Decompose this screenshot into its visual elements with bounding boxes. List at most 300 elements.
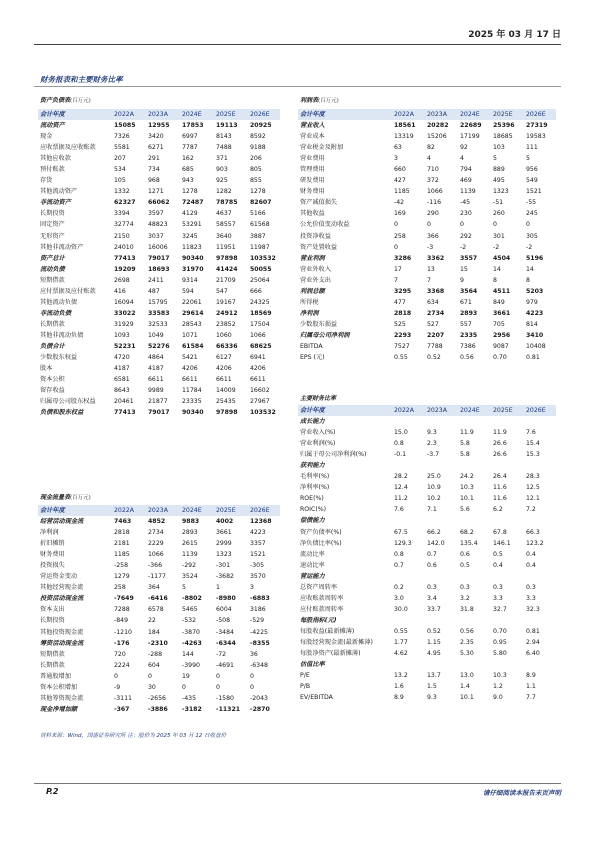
value-cell: 3 <box>250 584 254 592</box>
balance_sheet-row <box>38 264 280 275</box>
value-cell: 11987 <box>250 243 270 251</box>
value-cell: 3564 <box>460 287 478 295</box>
income-statement-unit: (百万元) <box>318 98 339 104</box>
value-cell: 2025E <box>491 405 524 416</box>
ratios-title: 主要财务比率 <box>300 395 337 402</box>
value-cell: 0 <box>148 672 152 680</box>
value-cell: 4223 <box>250 529 266 537</box>
value-cell: 3570 <box>250 573 266 581</box>
value-cell: 260 <box>493 210 505 218</box>
balance_sheet-row <box>38 175 280 186</box>
value-cell: 15206 <box>427 133 447 141</box>
value-cell <box>491 571 524 582</box>
value-cell: 19583 <box>526 133 546 141</box>
value-cell: 6611 <box>182 376 198 384</box>
value-cell: 1.2 <box>493 683 503 691</box>
income_statement-row <box>298 197 556 208</box>
value-cell: 105 <box>114 177 126 185</box>
value-cell: 2698 <box>114 276 130 284</box>
value-cell: 1066 <box>250 331 266 339</box>
value-cell: 3420 <box>148 133 164 141</box>
value-cell: 6578 <box>148 606 164 614</box>
value-cell: -51 <box>493 199 504 207</box>
value-cell: 671 <box>460 298 472 306</box>
row-label-cell: 其他应收款 <box>40 155 71 163</box>
value-cell: 2224 <box>114 661 130 669</box>
balance_sheet-row <box>38 286 280 297</box>
value-cell: 2893 <box>460 309 478 317</box>
value-cell <box>392 416 425 427</box>
value-cell: 1185 <box>114 551 130 559</box>
value-cell: 1185 <box>394 188 410 196</box>
row-label-cell: 负债合计 <box>40 343 65 350</box>
income_statement-row <box>298 208 556 219</box>
value-cell: 1.5 <box>427 683 437 691</box>
value-cell: 66.3 <box>526 528 540 536</box>
value-cell: 7527 <box>394 343 410 350</box>
row-label-cell: 营业税金及附加 <box>300 144 344 152</box>
value-cell: 63 <box>394 144 402 152</box>
value-cell: -292 <box>182 562 197 570</box>
value-cell: 0 <box>526 221 530 229</box>
value-cell: -8802 <box>182 595 202 603</box>
value-cell: -6416 <box>148 595 168 603</box>
row-label-cell: 折旧摊销 <box>40 540 65 548</box>
row-label-cell: 资产负债率(%) <box>300 528 342 536</box>
value-cell: 13.0 <box>460 672 474 680</box>
row-label-cell: 获利能力 <box>300 462 325 470</box>
value-cell: 1060 <box>216 331 232 339</box>
value-cell: -301 <box>216 562 231 570</box>
value-cell: -2870 <box>250 705 270 713</box>
value-cell: 5 <box>493 155 497 163</box>
value-cell: -4225 <box>250 628 268 636</box>
value-cell: 487 <box>148 287 160 295</box>
row-label-cell: 毛利率(%) <box>300 473 330 481</box>
value-cell: 2025E <box>214 109 248 120</box>
value-cell: 0 <box>460 221 464 229</box>
value-cell: 9883 <box>182 518 200 526</box>
value-cell <box>425 416 458 427</box>
section-divider <box>34 86 561 87</box>
value-cell: 5.30 <box>460 650 474 658</box>
value-cell: 0.6 <box>460 550 470 558</box>
value-cell: 25064 <box>250 276 270 284</box>
value-cell: 7326 <box>114 133 130 141</box>
value-cell <box>392 659 425 670</box>
value-cell: 2026E <box>248 505 280 516</box>
row-label-cell: 少数股东权益 <box>40 354 78 362</box>
value-cell: 1278 <box>250 188 266 196</box>
value-cell: 4 <box>460 155 464 163</box>
value-cell: 290 <box>427 210 439 218</box>
value-cell: 14 <box>493 265 501 273</box>
value-cell: 23852 <box>216 320 236 328</box>
value-cell: 3368 <box>427 287 445 295</box>
value-cell: -288 <box>148 650 163 658</box>
row-label-cell: 每股收益(最新摊薄) <box>300 627 355 635</box>
value-cell: 1066 <box>427 188 443 196</box>
value-cell <box>491 515 524 526</box>
value-cell: 19209 <box>114 265 136 273</box>
value-cell: 2956 <box>493 331 511 339</box>
value-cell: 0 <box>250 683 254 691</box>
value-cell <box>425 615 458 626</box>
value-cell: 11.6 <box>493 495 507 503</box>
value-cell: 18693 <box>148 265 170 273</box>
cash-flow-table <box>38 505 280 715</box>
value-cell: 11.2 <box>394 495 408 503</box>
row-label-cell: 现金 <box>40 133 53 141</box>
value-cell: 0.3 <box>460 583 470 591</box>
value-cell: 41424 <box>216 265 238 273</box>
value-cell: -45 <box>460 199 471 207</box>
income-statement-table <box>298 109 556 363</box>
value-cell: -0.1 <box>394 451 407 459</box>
value-cell: 22689 <box>460 122 482 130</box>
balance_sheet-row <box>38 352 280 363</box>
value-cell: 0.70 <box>493 354 507 362</box>
value-cell: 50055 <box>250 265 272 273</box>
value-cell: 1.4 <box>460 683 470 691</box>
source-footnote: 资料来源：Wind，国盛证券研究所 注：股价为 2025 年 03 月 12 日收盘价 <box>40 733 227 739</box>
value-cell: -9 <box>114 683 121 691</box>
value-cell: 52276 <box>148 343 170 350</box>
value-cell <box>524 659 556 670</box>
cash_flow-row <box>38 593 280 604</box>
ratios-row <box>298 692 556 703</box>
value-cell: 4 <box>427 155 431 163</box>
value-cell: 4206 <box>216 365 232 373</box>
row-label-cell: 其他流动负债 <box>40 298 78 306</box>
cash_flow-row <box>38 660 280 671</box>
value-cell: 5 <box>526 155 530 163</box>
value-cell: 889 <box>493 166 505 174</box>
value-cell: -6883 <box>250 595 270 603</box>
value-cell: 0 <box>250 672 254 680</box>
value-cell: 3 <box>394 155 398 163</box>
value-cell: 13.2 <box>394 672 408 680</box>
ratios-row <box>298 681 556 692</box>
value-cell: 1332 <box>114 188 130 196</box>
value-cell: 33583 <box>148 309 170 317</box>
ratios-row <box>298 659 556 670</box>
value-cell: 24.2 <box>460 473 474 481</box>
value-cell: -3886 <box>148 705 168 713</box>
balance_sheet-row <box>38 374 280 385</box>
value-cell: 31.8 <box>460 605 474 613</box>
value-cell: 28.3 <box>526 473 540 481</box>
ratios-row <box>298 515 556 526</box>
value-cell: 12.4 <box>394 484 408 492</box>
row-label-cell: ROE(%) <box>300 495 324 503</box>
value-cell: 855 <box>250 177 262 185</box>
ratios-row <box>298 449 556 460</box>
cash_flow-row <box>38 704 280 715</box>
value-cell: 2734 <box>148 529 164 537</box>
value-cell: -176 <box>114 639 130 647</box>
value-cell: 594 <box>182 287 194 295</box>
value-cell: 15.0 <box>394 429 408 437</box>
value-cell: -7649 <box>114 595 134 603</box>
value-cell: 4511 <box>493 287 511 295</box>
value-cell: 103532 <box>250 254 276 262</box>
value-cell: 903 <box>216 166 228 174</box>
row-label-cell: EBITDA <box>300 343 323 350</box>
value-cell: 1271 <box>148 188 164 196</box>
ratios-row <box>298 504 556 515</box>
value-cell: 0.5 <box>460 561 470 569</box>
value-cell: 3597 <box>148 210 164 218</box>
ratios-row <box>298 538 556 549</box>
value-cell: 2181 <box>114 540 130 548</box>
value-cell: 7.6 <box>394 506 404 514</box>
row-label-cell: 营业外收入 <box>300 265 331 273</box>
value-cell: 2023A <box>146 505 180 516</box>
row-label-cell: 会计年度 <box>298 109 392 120</box>
value-cell <box>524 515 556 526</box>
value-cell: 2024E <box>458 405 491 416</box>
row-label-cell: 少数股东损益 <box>300 320 338 328</box>
balance-sheet-unit: (百万元) <box>70 98 91 104</box>
row-label-cell: 预付账款 <box>40 166 65 174</box>
value-cell: 3557 <box>460 254 478 262</box>
value-cell: 184 <box>148 628 160 636</box>
value-cell: 6611 <box>250 376 266 384</box>
value-cell: 82 <box>427 144 435 152</box>
value-cell: 2411 <box>148 276 164 284</box>
value-cell: 58557 <box>216 221 236 229</box>
cash-flow-unit: (百万元) <box>70 495 91 501</box>
value-cell: 0.56 <box>460 354 474 362</box>
value-cell <box>425 571 458 582</box>
value-cell: 15795 <box>148 298 168 306</box>
value-cell: -2656 <box>148 694 166 702</box>
value-cell: 4852 <box>148 518 166 526</box>
income-statement-title: 利润表 <box>300 97 319 104</box>
ratios-row <box>298 615 556 626</box>
value-cell: 31929 <box>114 320 134 328</box>
income_statement-row <box>298 275 556 286</box>
value-cell: 11951 <box>216 243 236 251</box>
row-label-cell: 财务费用 <box>300 188 325 196</box>
value-cell: 11.6 <box>493 484 507 492</box>
row-label-cell: 每股经营现金流(最新摊薄) <box>300 639 373 646</box>
value-cell: 14009 <box>216 387 236 395</box>
row-label-cell: 其他经营现金流 <box>40 584 84 592</box>
value-cell: 3410 <box>526 331 544 339</box>
value-cell: 0.52 <box>427 354 441 362</box>
value-cell: 79017 <box>148 409 170 417</box>
value-cell: 469 <box>460 177 472 185</box>
value-cell: 1071 <box>182 331 198 339</box>
row-label-cell: 其他非流动负债 <box>40 331 84 339</box>
value-cell: 9.3 <box>427 694 437 702</box>
row-label-cell: 现金净增加额 <box>40 705 78 713</box>
row-label-cell: 筹资活动现金流 <box>40 639 84 647</box>
value-cell: 103532 <box>250 409 276 417</box>
income_statement-row <box>298 297 556 308</box>
row-label-cell: EV/EBITDA <box>300 694 333 702</box>
value-cell: 3357 <box>250 540 266 548</box>
value-cell: 21877 <box>148 398 168 406</box>
value-cell: 1.77 <box>394 639 408 646</box>
section-title: 财务报表和主要财务比率 <box>40 75 123 84</box>
value-cell: 14 <box>526 265 534 273</box>
value-cell: 68.2 <box>460 528 474 536</box>
balance_sheet-row <box>38 308 280 319</box>
value-cell: -2 <box>493 243 500 251</box>
value-cell: 3887 <box>250 232 266 240</box>
value-cell: 9314 <box>182 276 198 284</box>
value-cell: 2022A <box>392 405 425 416</box>
value-cell: 1049 <box>148 331 164 339</box>
value-cell: 6941 <box>250 354 266 362</box>
value-cell: 0.70 <box>493 627 507 635</box>
balance_sheet-row <box>38 197 280 208</box>
value-cell <box>458 659 491 670</box>
value-cell: 7 <box>394 276 398 284</box>
value-cell: -2 <box>460 243 467 251</box>
value-cell: 7386 <box>460 343 476 350</box>
row-label-cell: 其他收益 <box>300 210 325 218</box>
value-cell <box>392 571 425 582</box>
value-cell: -3182 <box>182 705 202 713</box>
value-cell: 3037 <box>148 232 164 240</box>
value-cell: 0.8 <box>394 440 404 448</box>
cash_flow-row <box>38 682 280 693</box>
value-cell: 32533 <box>148 320 168 328</box>
value-cell: 547 <box>216 287 228 295</box>
value-cell: 258 <box>394 232 406 240</box>
value-cell: 7787 <box>182 144 198 152</box>
value-cell: 13.7 <box>427 672 441 680</box>
value-cell: -367 <box>114 705 130 713</box>
value-cell: 604 <box>148 661 160 669</box>
value-cell: 2023A <box>425 109 458 120</box>
value-cell: 2024E <box>458 109 491 120</box>
value-cell: 925 <box>216 177 228 185</box>
value-cell: 8592 <box>250 133 266 141</box>
value-cell: 77413 <box>114 254 136 262</box>
value-cell: 0.4 <box>526 561 536 569</box>
value-cell: 3.3 <box>526 594 536 602</box>
value-cell: 6.2 <box>493 506 503 514</box>
value-cell: 5166 <box>250 210 266 218</box>
value-cell: 33.7 <box>427 605 441 613</box>
row-label-cell: 所得税 <box>300 298 319 306</box>
value-cell: 8.9 <box>394 694 404 702</box>
value-cell: -2310 <box>148 639 168 647</box>
value-cell: 6.40 <box>526 650 540 658</box>
page-number: P.2 <box>46 787 59 796</box>
value-cell: 6611 <box>216 376 232 384</box>
value-cell <box>392 615 425 626</box>
value-cell: 24325 <box>250 298 270 306</box>
value-cell: -8980 <box>216 595 236 603</box>
value-cell: 2335 <box>460 331 478 339</box>
value-cell: 2025E <box>491 109 524 120</box>
row-label-cell: 资产处置收益 <box>300 243 338 251</box>
value-cell: 9.0 <box>493 694 503 702</box>
value-cell: 17199 <box>460 133 480 141</box>
value-cell: 19 <box>182 672 190 680</box>
row-label-cell: 普通股增加 <box>40 672 71 680</box>
value-cell: 0.5 <box>493 550 503 558</box>
income_statement-row <box>298 253 556 264</box>
value-cell: -3990 <box>182 661 200 669</box>
value-cell: 18685 <box>493 133 513 141</box>
value-cell: 13 <box>427 265 435 273</box>
value-cell: 3.2 <box>460 594 470 602</box>
row-label-cell: 估值比率 <box>300 661 325 669</box>
value-cell: -1210 <box>114 628 132 636</box>
balance_sheet-row <box>38 153 280 164</box>
cash_flow-row <box>38 604 280 615</box>
row-label-cell: 投资损失 <box>40 562 65 570</box>
value-cell: 16006 <box>148 243 168 251</box>
value-cell: 720 <box>114 650 126 658</box>
value-cell: 7463 <box>114 518 132 526</box>
value-cell: 0 <box>114 672 118 680</box>
value-cell: -116 <box>427 199 442 207</box>
row-label-cell: 资本公积增加 <box>40 683 78 691</box>
value-cell: 17853 <box>182 122 204 130</box>
cash_flow-row <box>38 549 280 560</box>
ratios-row <box>298 549 556 560</box>
value-cell: 62327 <box>114 199 136 207</box>
value-cell: 3661 <box>216 529 232 537</box>
value-cell: 364 <box>148 584 160 592</box>
value-cell: 111 <box>526 144 538 152</box>
row-label-cell: 其他筹资现金流 <box>40 694 84 702</box>
balance_sheet-row <box>38 396 280 407</box>
value-cell: 5421 <box>182 354 198 362</box>
disclaimer-link[interactable]: 请仔细阅读本报告末页声明 <box>483 789 561 797</box>
value-cell: 26.4 <box>493 473 507 481</box>
value-cell: 26.6 <box>493 440 507 448</box>
value-cell: 66336 <box>216 343 238 350</box>
value-cell: 4720 <box>114 354 130 362</box>
balance_sheet-row <box>38 131 280 142</box>
value-cell: 48823 <box>148 221 168 229</box>
value-cell: 9188 <box>250 144 266 152</box>
row-label-cell: 应付账款周转率 <box>300 605 344 613</box>
value-cell: 1066 <box>148 551 164 559</box>
value-cell: 12368 <box>250 518 272 526</box>
cash_flow-row <box>38 627 280 638</box>
value-cell: 67.8 <box>493 528 507 536</box>
cash_flow-header-row <box>38 505 280 516</box>
header-divider <box>34 44 561 45</box>
value-cell: 3661 <box>493 309 511 317</box>
value-cell: 22061 <box>182 298 202 306</box>
row-label-cell: 非流动资产 <box>40 199 71 207</box>
value-cell <box>392 515 425 526</box>
value-cell: 5465 <box>182 606 198 614</box>
value-cell: 2615 <box>182 540 198 548</box>
row-label-cell: 每股指标(元) <box>300 616 337 624</box>
value-cell: 7788 <box>427 343 443 350</box>
value-cell: 372 <box>427 177 439 185</box>
value-cell: 129.3 <box>394 539 412 547</box>
value-cell: 3.4 <box>427 594 437 602</box>
value-cell: 30.0 <box>394 605 408 613</box>
value-cell: 33022 <box>114 309 136 317</box>
value-cell: 15.3 <box>526 451 540 459</box>
value-cell: 371 <box>216 155 228 163</box>
cash_flow-row <box>38 582 280 593</box>
